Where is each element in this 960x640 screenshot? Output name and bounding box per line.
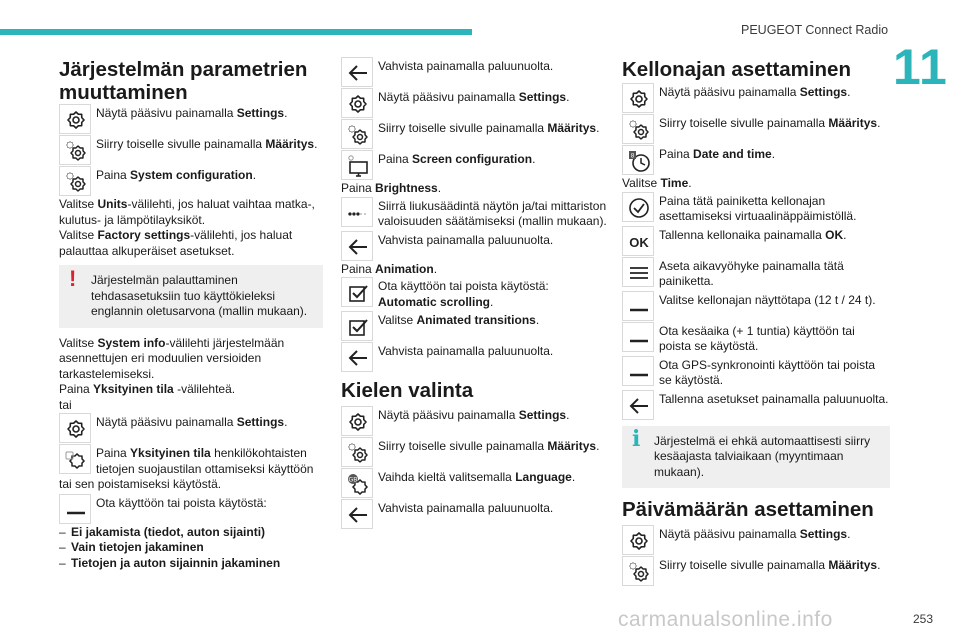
step-keyword: System configuration: [130, 168, 253, 182]
gear-options-icon: [59, 135, 91, 165]
svg-text:OK: OK: [629, 234, 649, 250]
para-text: Paina: [59, 382, 94, 396]
step-text: Ota GPS-synkronointi käyttöön tai poista se käytöstä.: [659, 357, 876, 387]
section-title-language: Kielen valinta: [341, 379, 474, 402]
step-text: Siirry toiselle sivulle painamalla: [96, 137, 266, 151]
gear-icon: [341, 88, 373, 118]
gear-options-icon: [622, 556, 654, 586]
list-item-text: Vain tietojen jakaminen: [71, 540, 204, 554]
step: [341, 150, 607, 180]
list-icon: [622, 257, 654, 287]
step: [341, 57, 607, 87]
list-dash: –: [59, 540, 66, 554]
step-text-end: .: [877, 116, 881, 130]
step-text-end: .: [847, 527, 851, 541]
back-arrow-icon: [341, 57, 373, 87]
section-title-system-parameters: Järjestelmän parametrien muuttaminen: [59, 58, 308, 104]
para-text-end: .: [433, 261, 438, 276]
step: [622, 257, 890, 290]
step-keyword: Settings: [236, 106, 285, 120]
chapter-number: 11: [893, 39, 948, 95]
list-item-text: Tietojen ja auton sijainnin jakaminen: [71, 555, 281, 570]
step-keyword: Automatic scrolling: [378, 294, 491, 309]
step-text: Paina: [659, 147, 694, 161]
toggle-bar-icon: [59, 494, 91, 524]
step-keyword: Animated transitions: [416, 313, 536, 327]
step-text: Paina: [96, 168, 131, 182]
step-text: Tallenna asetukset painamalla paluunuolta.: [659, 391, 889, 406]
warning-box: [59, 265, 323, 328]
gear-options-icon: [59, 166, 91, 196]
step-text-end: .: [535, 313, 540, 327]
list-item: [59, 540, 323, 556]
step-keyword: Settings: [799, 85, 848, 99]
gear-options-icon: [622, 114, 654, 144]
step-text: Näytä pääsivu painamalla: [659, 527, 800, 541]
header-accent-bar: [0, 29, 472, 35]
paragraph-brightness: [341, 181, 607, 197]
step: [622, 356, 890, 389]
para-keyword: Brightness: [375, 181, 438, 195]
step: [341, 88, 607, 118]
step: [622, 226, 890, 256]
column-time-date: [622, 58, 890, 587]
para-keyword: Animation: [375, 261, 434, 276]
step: [622, 145, 890, 175]
step: [622, 322, 890, 355]
step-keyword: Settings: [799, 527, 848, 541]
list-dash: –: [59, 524, 66, 539]
step-keyword: Settings: [236, 415, 285, 429]
step-text-end: .: [284, 106, 288, 120]
step-text: Vahvista painamalla paluunuolta.: [378, 344, 554, 358]
step-text: Aseta aikavyöhyke painamalla tätä painiketta.: [659, 258, 844, 288]
step: [341, 277, 607, 310]
paragraph-system-info: [59, 336, 323, 383]
list-item: [59, 556, 323, 572]
step-text: Ota kesäaika (+ 1 tuntia) käyttöön tai poista se käytöstä.: [659, 323, 855, 353]
gear-options-icon: [341, 119, 373, 149]
para-text: Valitse: [59, 197, 98, 211]
step-text: Valitse: [378, 313, 417, 327]
gear-icon: [59, 413, 91, 443]
step-text: Paina: [96, 446, 131, 460]
step-text: Siirry toiselle sivulle painamalla: [659, 116, 829, 130]
ok-icon: [622, 226, 654, 256]
step: [622, 192, 890, 225]
step-text-end: .: [490, 294, 494, 309]
step: [59, 444, 323, 493]
step: [622, 291, 890, 321]
step: [622, 556, 890, 586]
step: [59, 135, 323, 165]
step: [341, 499, 607, 529]
step-text-end: .: [532, 152, 536, 166]
step-text: Paina: [378, 152, 413, 166]
para-text-end: .: [688, 176, 692, 190]
step: [59, 413, 323, 443]
step-text: Vahvista painamalla paluunuolta.: [378, 59, 554, 73]
para-text: Valitse: [59, 335, 98, 350]
step-keyword: Yksityinen tila: [130, 446, 211, 460]
step-text-end: .: [596, 439, 600, 453]
step-text: Siirrä liukusäädintä näytön ja/tai mittariston valoisuuden säätämiseksi (mallin mukaan).: [378, 198, 607, 228]
para-text: Valitse: [59, 228, 98, 242]
para-keyword: Units: [97, 197, 128, 211]
step-text: Näytä pääsivu painamalla: [659, 85, 800, 99]
step-text: Paina tätä painiketta kellonajan asettamiseksi virtuaalinäppäimistöllä.: [659, 193, 857, 223]
step-text: Näytä pääsivu painamalla: [378, 90, 519, 104]
back-arrow-icon: [622, 390, 654, 420]
step: [622, 525, 890, 555]
step-keyword: Settings: [518, 90, 567, 104]
column-system-parameters: [59, 58, 323, 571]
step-text: Näytä pääsivu painamalla: [96, 106, 237, 120]
toggle-bar-icon: [622, 291, 654, 321]
step-text-end: .: [877, 558, 881, 572]
step-keyword: Screen configuration: [412, 152, 533, 166]
step-text: Tallenna kellonaika painamalla: [659, 227, 826, 242]
section-title-time: Kellonajan asettaminen: [622, 58, 851, 81]
toggle-bar-icon: [622, 356, 654, 386]
slider-icon: [341, 197, 373, 227]
screen-icon: [341, 150, 373, 180]
step-text-end: .: [571, 470, 576, 484]
clock-icon: [622, 145, 654, 175]
list-dash: –: [59, 555, 66, 570]
step-text: Näytä pääsivu painamalla: [96, 415, 237, 429]
paragraph-units: [59, 197, 323, 228]
gear-icon: [622, 83, 654, 113]
para-text-end: -välilehti järjestelmään asennettujen eri moduulien versioiden tarkastelemiseksi.: [59, 335, 285, 381]
warning-text: Järjestelmän palauttaminen tehdasasetuksiin tuo käyttökieleksi englannin oletusarvona (mallin mukaan).: [91, 273, 308, 318]
step: [341, 311, 607, 341]
paragraph-factory: [59, 228, 323, 259]
para-keyword: Time: [660, 176, 689, 190]
info-text: Järjestelmä ei ehkä automaattisesti siirry kesäajasta talviaikaan (myyntimaan mukaan).: [654, 433, 871, 479]
para-text-end: -välilehteä.: [173, 382, 236, 396]
section-title-date: Päivämäärän asettaminen: [622, 498, 874, 521]
step-keyword: Määritys: [547, 439, 597, 453]
step-text: Ota käyttöön tai poista käytöstä:: [378, 279, 549, 293]
info-box: [622, 426, 890, 489]
step-keyword: Language: [515, 470, 572, 484]
step-keyword: Määritys: [547, 121, 597, 135]
paragraph-animation: [341, 262, 607, 278]
para-text-end: -välilehti, jos haluat palauttaa alkuperäiset asetukset.: [59, 228, 293, 258]
step-text-end: henkilökohtaisten tietojen suojaustilan ottamiseksi käyttöön tai sen poistamiseksi käytöstä.: [59, 446, 314, 491]
step-text: Näytä pääsivu painamalla: [378, 408, 519, 422]
para-keyword: Yksityinen tila: [93, 382, 174, 396]
step-text-end: .: [566, 408, 570, 422]
toggle-bar-icon: [622, 322, 654, 352]
para-text: Paina: [341, 181, 376, 195]
step-keyword: Määritys: [265, 137, 315, 151]
step: [622, 390, 890, 420]
step-text: Vahvista painamalla paluunuolta.: [378, 501, 554, 515]
step-text-end: .: [596, 121, 600, 135]
checkbox-icon: [341, 277, 373, 307]
step: [341, 231, 607, 261]
header-title: PEUGEOT Connect Radio: [741, 23, 889, 37]
step: [341, 468, 607, 498]
paragraph-time: [622, 176, 890, 192]
step: [59, 166, 323, 196]
svg-text:8: 8: [630, 153, 635, 160]
watermark: carmanualsonline.info: [618, 608, 833, 631]
step-text-end: .: [284, 415, 288, 429]
step: [622, 114, 890, 144]
para-text-end: -välilehti, jos haluat vaihtaa matka-, kulutus- ja lämpötilayksiköt.: [59, 197, 315, 227]
step: [341, 342, 607, 372]
step-text: Siirry toiselle sivulle painamalla: [659, 558, 829, 572]
gear-icon: [622, 525, 654, 555]
para-text: Paina: [341, 261, 376, 276]
step: [341, 197, 607, 230]
list-item-text: Ei jakamista (tiedot, auton sijainti): [71, 524, 266, 539]
info-icon: i: [632, 425, 641, 452]
or-text: tai: [59, 397, 72, 412]
column-screen-language: [341, 57, 607, 530]
step-text: Valitse kellonajan näyttötapa (12 t / 24 t).: [659, 292, 876, 307]
checkbox-icon: [341, 311, 373, 341]
step: [341, 406, 607, 436]
warning-icon: !: [69, 266, 77, 291]
step: [341, 437, 607, 467]
step: [59, 494, 323, 524]
svg-text:GB: GB: [348, 477, 358, 484]
para-keyword: Factory settings: [97, 228, 191, 242]
page-number: 253: [913, 612, 934, 626]
step-text-end: .: [771, 147, 776, 161]
step-text-end: .: [314, 137, 318, 151]
back-arrow-icon: [341, 342, 373, 372]
gear-options-icon: [341, 437, 373, 467]
step-text: Ota käyttöön tai poista käytöstä:: [96, 495, 267, 510]
step-keyword: Määritys: [828, 558, 878, 572]
back-arrow-icon: [341, 499, 373, 529]
back-arrow-icon: [341, 231, 373, 261]
step: [622, 83, 890, 113]
paragraph-private-mode: [59, 382, 323, 398]
check-circle-icon: [622, 192, 654, 222]
list-item: [59, 525, 323, 541]
step-keyword: Date and time: [693, 147, 772, 161]
gear-icon: [59, 104, 91, 134]
step-text-end: .: [566, 90, 570, 104]
step-text-end: .: [843, 227, 847, 242]
para-text-end: .: [437, 181, 442, 195]
step-text: Vahvista painamalla paluunuolta.: [378, 232, 554, 247]
para-keyword: System info: [97, 335, 166, 350]
step-text: Siirry toiselle sivulle painamalla: [378, 121, 548, 135]
step: [341, 119, 607, 149]
language-icon: [341, 468, 373, 498]
step-text-end: .: [252, 168, 257, 182]
step: [59, 104, 323, 134]
gear-icon: [341, 406, 373, 436]
step-text: Siirry toiselle sivulle painamalla: [378, 439, 548, 453]
privacy-options-list: [59, 525, 323, 572]
step-text-end: .: [847, 85, 851, 99]
privacy-icon: [59, 444, 91, 474]
step-text: Vaihda kieltä valitsemalla: [378, 470, 516, 484]
para-text: Valitse: [622, 176, 661, 190]
step-keyword: Määritys: [828, 116, 878, 130]
step-keyword: OK: [825, 227, 844, 242]
step-keyword: Settings: [518, 408, 567, 422]
